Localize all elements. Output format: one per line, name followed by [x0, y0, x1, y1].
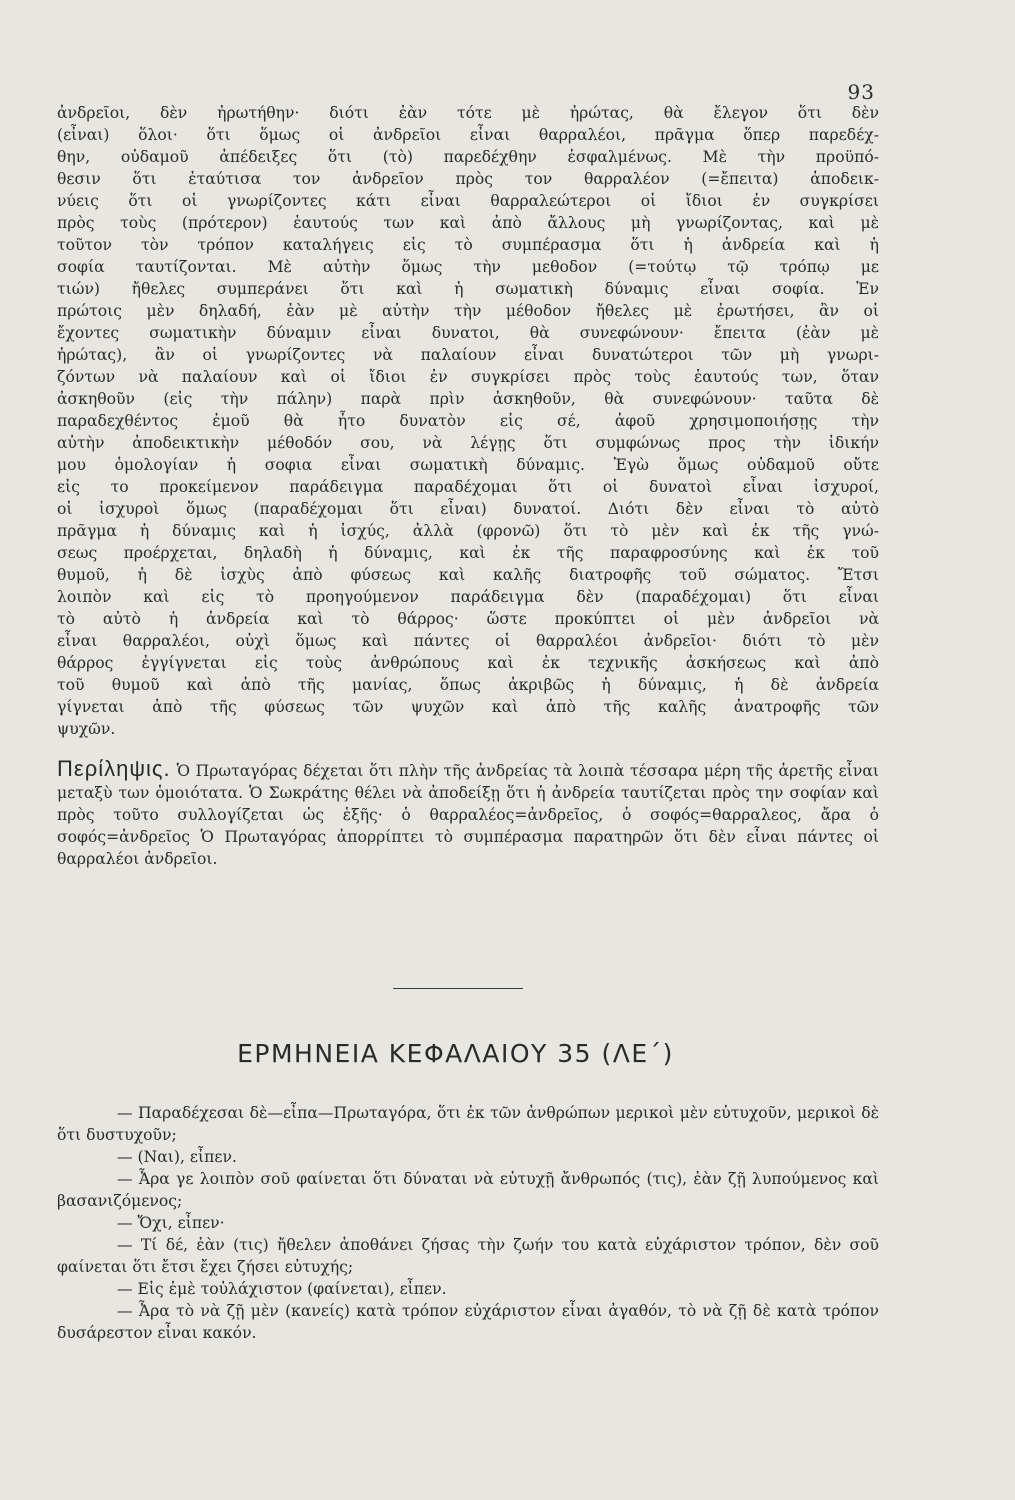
paragraph-line: ψυχῶν.	[57, 720, 116, 738]
summary-text: Ὁ Πρωταγόρας δέχεται ὅτι πλὴν τῆς ἀνδρείας τὰ λοιπὰ τέσσαρα μέρη τῆς ἀρετῆς εἶναι μεταξὺ των ὁμοιότατα. Ὁ Σωκράτης θέλει νὰ ἀποδείξῃ ὅτι ἡ ἀνδρεία ταυτίζεται πρὸς την σοφίαν καὶ πρὸς τοῦτο συλλογίζεται ὡς ἑξῆς· ὁ θαρραλέος=ἀνδρεῖος, ὁ σοφός=θαρραλεος, ἄρα ὁ σοφός=ἀνδρεῖος Ὁ Πρωταγόρας ἀπορρίπτει τὸ συμπέρασμα παρατηρῶν ὅτι δὲν εἶναι πάντες οἱ θαρραλέοι ἀνδρεῖοι.	[57, 762, 879, 868]
paragraph-line: ἠρώτας), ἂν οἱ γνωρίζοντες νὰ παλαίουν εἶναι δυνατώτεροι τῶν μὴ γνωρι-	[57, 346, 879, 364]
dialogue-line: — Ἆρα τὸ νὰ ζῇ μὲν (κανείς) κατὰ τρόπον εὐχάριστον εἶναι ἀγαθόν, τὸ νὰ ζῇ δὲ κατὰ τρόπον δυσάρεστον εἶναι κακόν.	[57, 1302, 879, 1342]
chapter-title: ΕΡΜΗΝΕΙΑ ΚΕΦΑΛΑΙΟΥ 35 (ΛΕ΄)	[237, 1039, 674, 1068]
paragraph-line: εἶναι θαρραλέοι, οὐχὶ ὅμως καὶ πάντες οἱ θαρραλέοι ἀνδρεῖοι· διότι τὸ μὲν	[57, 632, 879, 650]
section-divider	[393, 988, 523, 989]
dialogue-line: — Παραδέχεσαι δὲ—εἶπα—Πρωταγόρα, ὅτι ἐκ τῶν ἀνθρώπων μερικοὶ μὲν εὐτυχοῦν, μερικοὶ δὲ ὅτι δυστυχοῦν;	[57, 1104, 879, 1144]
paragraph-line: θάρρος ἐγγίγνεται εἰς τοὺς ἀνθρώπους καὶ ἐκ τεχνικῆς ἀσκήσεως καὶ ἀπὸ	[57, 654, 879, 672]
paragraph-line: θην, οὐδαμοῦ ἀπέδειξες ὅτι (τὸ) παρεδέχθην ἐσφαλμένως. Μὲ τὴν προϋπό-	[57, 148, 879, 166]
paragraph-line: ἀσκηθοῦν (εἰς τὴν πάλην) παρὰ πρὶν ἀσκηθοῦν, θὰ συνεφώνουν· ταῦτα δὲ	[57, 390, 879, 408]
paragraph-line: θυμοῦ, ἡ δὲ ἰσχὺς ἀπὸ φύσεως καὶ καλῆς διατροφῆς τοῦ σώματος. Ἔτσι	[57, 566, 879, 584]
paragraph-line: πρώτοις μὲν δηλαδή, ἐὰν μὲ αὐτὴν τὴν μέθοδον ἤθελες μὲ ἐρωτήσει, ἂν οἱ	[57, 302, 879, 320]
paragraph-line: ἔχοντες σωματικὴν δύναμιν εἶναι δυνατοι, θὰ συνεφώνουν· ἔπειτα (ἐὰν μὲ	[57, 324, 879, 342]
dialogue-line: — (Ναι), εἶπεν.	[117, 1148, 237, 1166]
paragraph-line: μου ὁμολογίαν ἡ σοφια εἶναι σωματικὴ δύναμις. Ἐγὼ ὅμως οὐδαμοῦ οὔτε	[57, 456, 879, 474]
main-paragraph	[57, 102, 879, 870]
dialogue-line: — Τί δέ, ἐὰν (τις) ἤθελεν ἀποθάνει ζήσας τὴν ζωήν του κατὰ εὐχάριστον τρόπον, δὲν σοῦ φαίνεται ὅτι ἔτσι ἔχει ζήσει εὐτυχής;	[57, 1236, 879, 1276]
paragraph-line: εἰς το προκείμενον παράδειγμα παραδέχομαι ὅτι οἱ δυνατοὶ εἶναι ἰσχυροί,	[57, 478, 879, 496]
dialogue-line: — Ὄχι, εἶπεν·	[117, 1214, 225, 1232]
paragraph-line: πρὸς τοὺς (πρότερον) ἑαυτούς των καὶ ἀπὸ ἄλλους μὴ γνωρίζοντας, καὶ μὲ	[57, 214, 879, 232]
paragraph-line: τοῦτον τὸν τρόπον καταλήγεις εἰς τὸ συμπέρασμα ὅτι ἡ ἀνδρεία καὶ ἡ	[57, 236, 879, 254]
dialogue-line: — Εἰς ἐμὲ τοὐλάχιστον (φαίνεται), εἶπεν.	[117, 1280, 447, 1298]
paragraph-line: αὐτὴν ἀποδεικτικὴν μέθοδόν σου, νὰ λέγῃς ὅτι συμφώνως προς τὴν ἰδικήν	[57, 434, 879, 452]
paragraph-line: θεσιν ὅτι ἐταύτισα τον ἀνδρεῖον πρὸς τον θαρραλέον (=ἔπειτα) ἀποδεικ-	[57, 170, 879, 188]
paragraph-line: (εἶναι) ὅλοι· ὅτι ὅμως οἱ ἀνδρεῖοι εἶναι θαρραλέοι, πρᾶγμα ὅπερ παρεδέχ-	[57, 126, 879, 144]
dialogue	[57, 1102, 879, 1344]
paragraph-line: παραδεχθέντος ἐμοῦ θὰ ἦτο δυνατὸν εἰς σέ, ἀφοῦ χρησιμοποιήσῃς τὴν	[57, 412, 879, 430]
paragraph-line: τιών) ἤθελες συμπεράνει ὅτι καὶ ἡ σωματικὴ δύναμις εἶναι σοφία. Ἐν	[57, 280, 879, 298]
paragraph-line: λοιπὸν καὶ εἰς τὸ προηγούμενον παράδειγμα δὲν (παραδέχομαι) ὅτι εἶναι	[57, 588, 879, 606]
paragraph-line: ἀνδρεῖοι, δὲν ἠρωτήθην· διότι ἐὰν τότε μὲ ἠρώτας, θὰ ἔλεγον ὅτι δὲν	[57, 104, 879, 122]
summary	[57, 758, 879, 870]
paragraph-line: τὸ αὐτὸ ἡ ἀνδρεία καὶ τὸ θάρρος· ὥστε προκύπτει οἱ μὲν ἀνδρεῖοι νὰ	[57, 610, 879, 628]
page-number: 93	[847, 80, 875, 104]
dialogue-line: — Ἆρα γε λοιπὸν σοῦ φαίνεται ὅτι δύναται νὰ εὐτυχῇ ἄνθρωπός (τις), ἐὰν ζῇ λυπούμενος καὶ βασανιζόμενος;	[57, 1170, 879, 1210]
paragraph-line: οἱ ἰσχυροὶ ὅμως (παραδέχομαι ὅτι εἶναι) δυνατοί. Διότι δὲν εἶναι τὸ αὐτὸ	[57, 500, 879, 518]
paragraph-line: πρᾶγμα ἡ δύναμις καὶ ἡ ἰσχύς, ἀλλὰ (φρονῶ) ὅτι τὸ μὲν καὶ ἐκ τῆς γνώ-	[57, 522, 879, 540]
summary-heading: Περίληψις.	[57, 756, 171, 781]
paragraph-line: ζόντων νὰ παλαίουν καὶ οἱ ἴδιοι ἐν συγκρίσει πρὸς τοὺς ἑαυτούς των, ὅταν	[57, 368, 879, 386]
paragraph-line: γίγνεται ἀπὸ τῆς φύσεως τῶν ψυχῶν καὶ ἀπὸ τῆς καλῆς ἀνατροφῆς τῶν	[57, 698, 879, 716]
paragraph-line: σεως προέρχεται, δηλαδὴ ἡ δύναμις, καὶ ἐκ τῆς παραφροσύνης καὶ ἐκ τοῦ	[57, 544, 879, 562]
paragraph-line: νύεις ὅτι οἱ γνωρίζοντες κάτι εἶναι θαρραλεώτεροι οἱ ἴδιοι ἐν συγκρίσει	[57, 192, 879, 210]
paragraph-line: τοῦ θυμοῦ καὶ ἀπὸ τῆς μανίας, ὅπως ἀκριβῶς ἡ δύναμις, ἡ δὲ ἀνδρεία	[57, 676, 879, 694]
paragraph-line: σοφία ταυτίζονται. Μὲ αὐτὴν ὅμως τὴν μεθοδον (=τούτῳ τῷ τρόπῳ με	[57, 258, 879, 276]
